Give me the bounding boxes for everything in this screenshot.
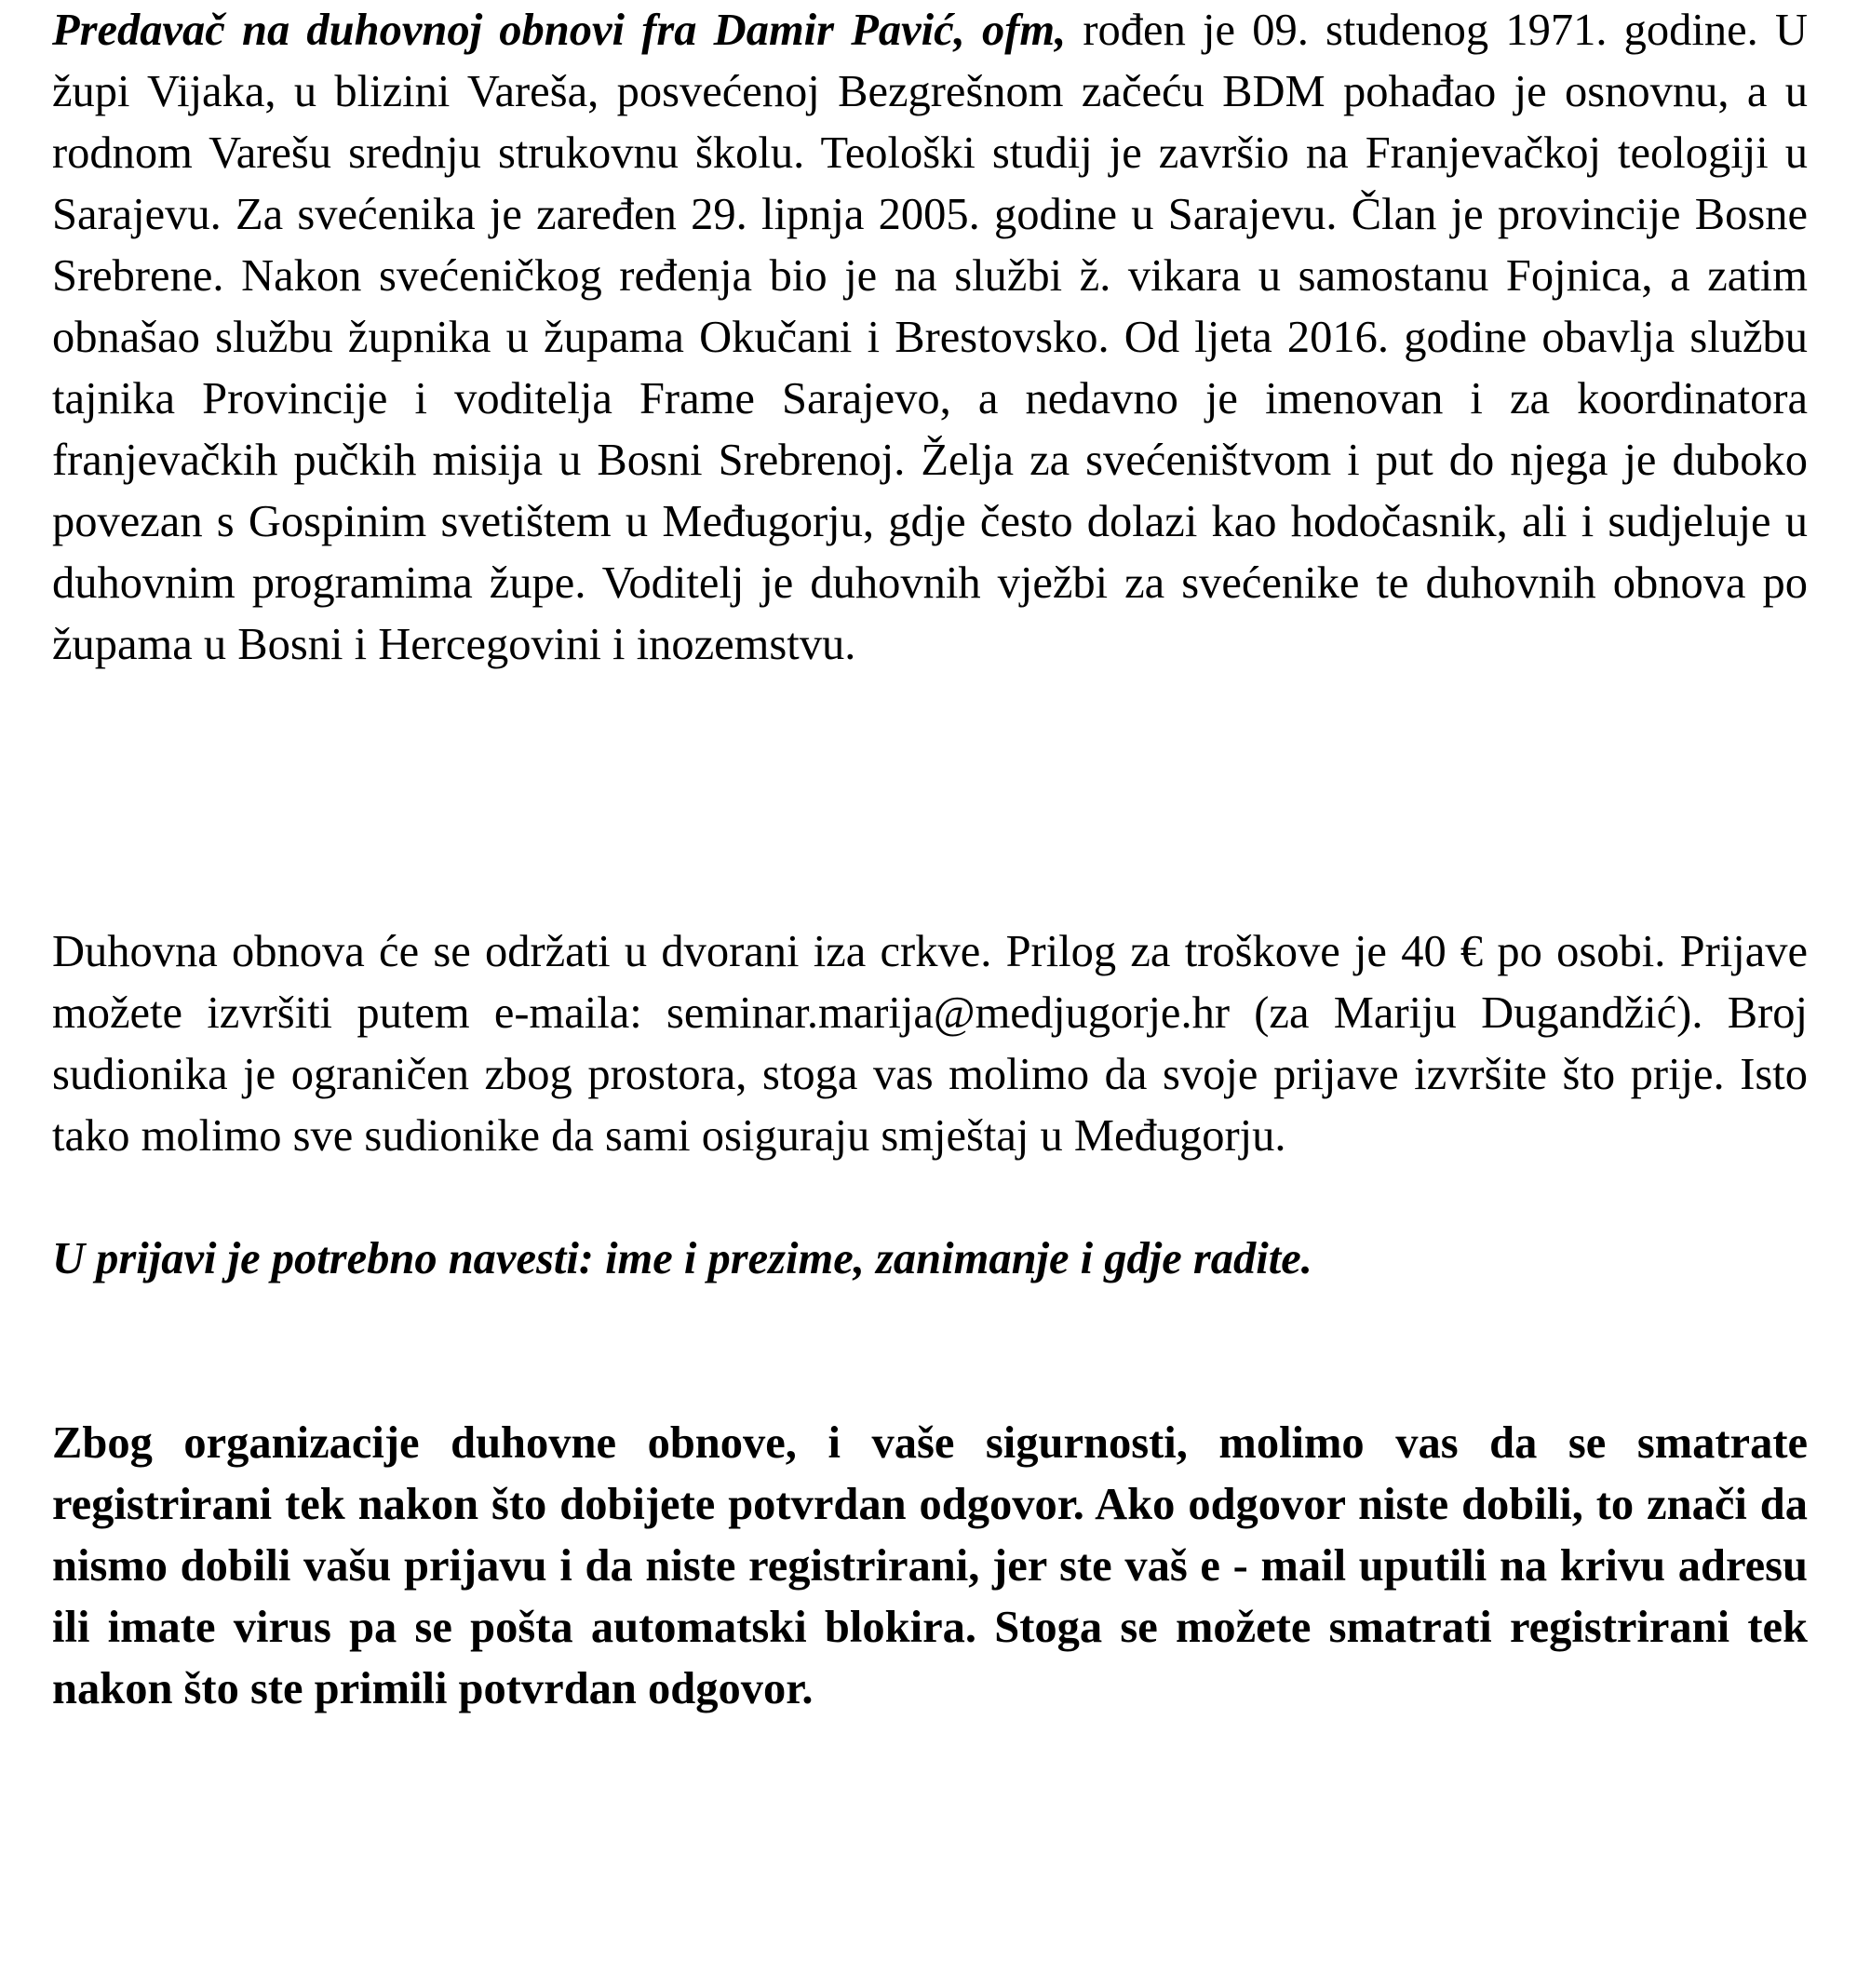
speaker-bio-lead: Predavač na duhovnoj obnovi fra Damir Pavić, ofm, (52, 6, 1067, 55)
registration-notice: Zbog organizacije duhovne obnove, i vaše sigurnosti, molimo vas da se smatrate registrirani tek nakon što dobijete potvrdan odgovor. Ako odgovor niste dobili, to znači da nismo dobili vašu prijavu i da niste registrirani, jer ste vaš e - mail uputili na krivu adresu ili imate virus pa se pošta automatski blokira. Stoga se možete smatrati registrirani tek nakon što ste primili potvrdan odgovor. (52, 1418, 1808, 1713)
event-info-paragraph: Duhovna obnova će se održati u dvorani iza crkve. Prilog za troškove je 40 € po osobi. Prijave možete izvršiti putem e-maila: seminar.marija@medjugorje.hr (za Mariju Dugandžić). Broj sudionika je ograničen zbog prostora, stoga vas molimo da svoje prijave izvršite što prije. Isto tako molimo sve sudionike da sami osiguraju smještaj u Međugorju. (52, 927, 1808, 1161)
speaker-bio-text: rođen je 09. studenog 1971. godine. U župi Vijaka, u blizini Vareša, posvećenoj Bezgrešnom začeću BDM pohađao je osnovnu, a u rodnom Varešu srednju strukovnu školu. Teološki studij je završio na Franjevačkoj teologiji u Sarajevu. Za svećenika je zaređen 29. lipnja 2005. godine u Sarajevu. Član je provincije Bosne Srebrene. Nakon svećeničkog ređenja bio je na službi ž. vikara u samostanu Fojnica, a zatim obnašao službu župnika u župama Okučani i Brestovsko. Od ljeta 2016. godine obavlja službu tajnika Provincije i voditelja Frame Sarajevo, a nedavno je imenovan i za koordinatora franjevačkih pučkih misija u Bosni Srebrenoj. Želja za svećeništvom i put do njega je duboko povezan s Gospinim svetištem u Međugorju, gdje često dolazi kao hodočasnik, ali i sudjeluje u duhovnim programima župe. Voditelj je duhovnih vježbi za svećenike te duhovnih obnova po župama u Bosni i Hercegovini i inozemstvu. (52, 6, 1808, 669)
speaker-bio-paragraph (52, 0, 1808, 676)
document-page (52, 0, 1808, 1720)
registration-requirements: U prijavi je potrebno navesti: ime i prezime, zanimanje i gdje radite. (52, 1234, 1312, 1283)
